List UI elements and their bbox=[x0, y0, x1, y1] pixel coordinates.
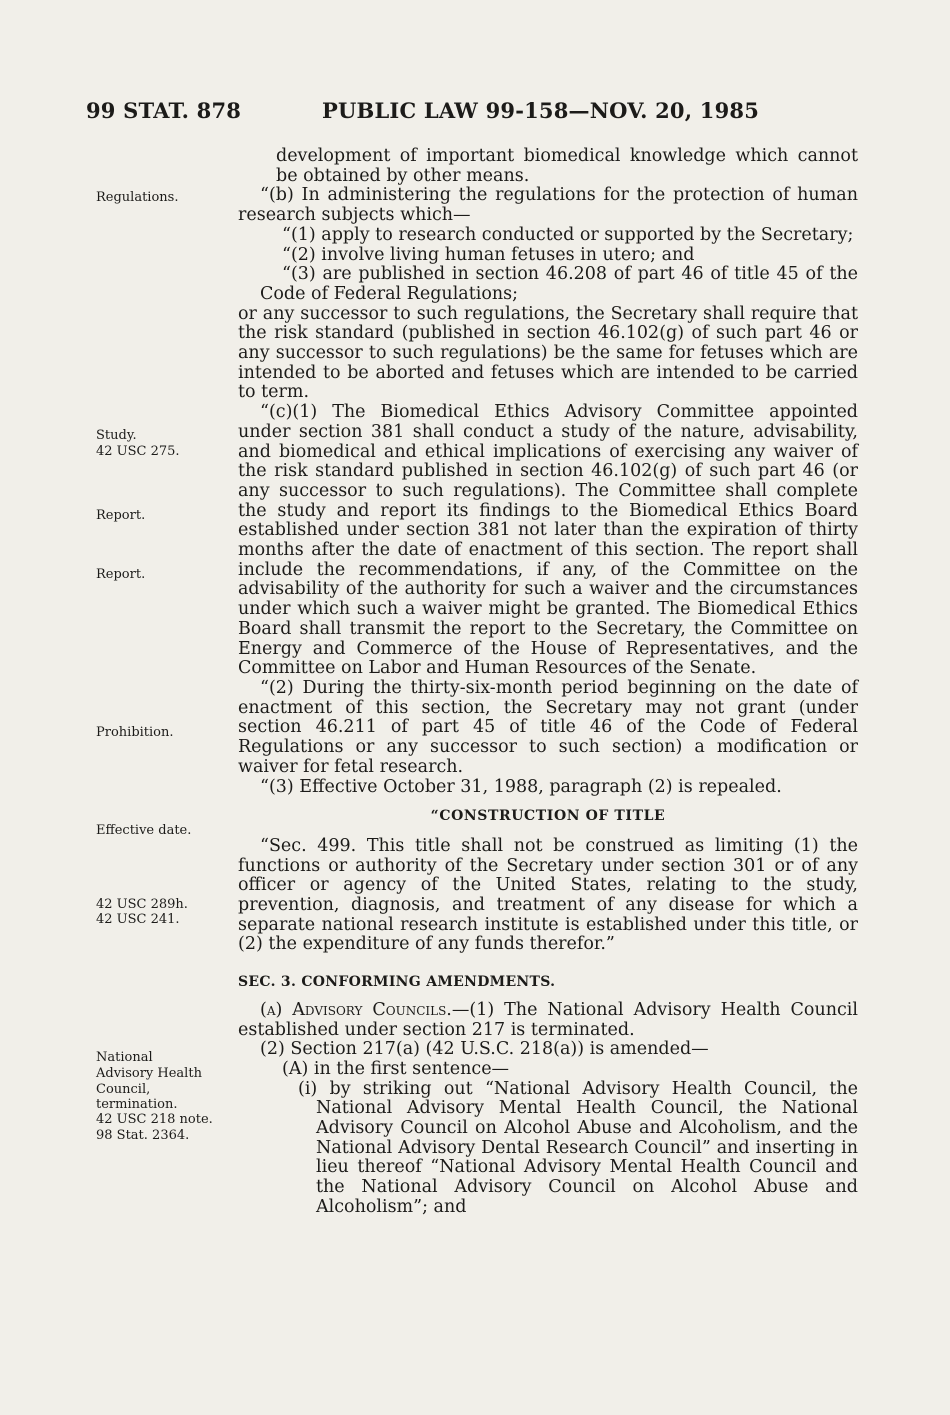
margin-note-cite-218: 42 USC 218 note. bbox=[96, 1112, 213, 1127]
paragraph-c2: “(2) During the thirty-six-month period beginning on the date of enactment of this section, the Secretary may not grant (under section 46.211 of part 45 of title 46 of the Code of Federal Regulations or any successor to such section) a modification or waiver for fetal research. bbox=[238, 677, 858, 777]
margin-note-report: Report. bbox=[96, 567, 146, 582]
paragraph-b-continuation: or any successor to such regulations, the Secretary shall require that the risk standard (published in section 46.102(g) of such part 46 or any successor to such regulations) be the same for fetuses which are intended to be aborted and fetuses which are intended to be carried to term. bbox=[238, 303, 858, 403]
margin-note-study-cite: 42 USC 275. bbox=[96, 444, 180, 459]
statute-body bbox=[238, 147, 858, 1218]
clause-b1: “(1) apply to research conducted or supported by the Secretary; bbox=[282, 224, 854, 245]
margin-note-study: Study. bbox=[96, 428, 137, 443]
section-heading: “CONSTRUCTION OF TITLE bbox=[430, 808, 666, 825]
subparagraph-A: (A) in the first sentence— bbox=[282, 1058, 510, 1079]
margin-note-cite-241: 42 USC 241. bbox=[96, 912, 180, 927]
page-header bbox=[0, 98, 950, 128]
margin-note-council: termination. bbox=[96, 1097, 178, 1112]
section-3-heading: SEC. 3. CONFORMING AMENDMENTS. bbox=[238, 974, 556, 991]
margin-note-regulations: Regulations. bbox=[96, 190, 179, 205]
clause-i: (i) by striking out “National Advisory Health Council, the National Advisory Mental Health Council, the National Advisory Council on Alcohol Abuse and Alcoholism, and the National Advisory Dental Research Council” and inserting in lieu thereof “National Advisory Mental Health Council and the National Advisory Council on Alcohol Abuse and Alcoholism”; and bbox=[298, 1078, 858, 1217]
margin-note-prohibition: Prohibition. bbox=[96, 725, 174, 740]
section-499: “Sec. 499. This title shall not be construed as limiting (1) the functions or authority of the Secretary under section 301 or of any officer or agency of the United States, relating to the study, prevention, diagnosis, and treatment of any disease for which a separate national research institute is established under this title, or (2) the expenditure of any funds therefor.” bbox=[238, 835, 858, 955]
margin-note-council: Advisory Health bbox=[96, 1066, 202, 1081]
paragraph-c3: “(3) Effective October 31, 1988, paragraph (2) is repealed. bbox=[260, 776, 782, 797]
paragraph-b: “(b) In administering the regulations for the protection of human research subjects which— bbox=[238, 185, 858, 226]
public-law-title: PUBLIC LAW 99-158—NOV. 20, 1985 bbox=[322, 98, 760, 123]
margin-note-effective-date: Effective date. bbox=[96, 823, 192, 838]
statute-page-number: 99 STAT. 878 bbox=[86, 98, 242, 123]
margin-note-report: Report. bbox=[96, 508, 146, 523]
paragraph-c1: “(c)(1) The Biomedical Ethics Advisory Committee appointed under section 381 shall conduct a study of the nature, advisability, and biomedical and ethical implications of exercising any waiver of the risk standard published in section 46.102(g) of such part 46 (or any successor to such regulations). The Committee shall complete the study and report its findings to the Biomedical Ethics Board established under section 381 not later than the expiration of thirty months after the date of enactment of this section. The report shall include the recommendations, if any, of the Committee on the advisability of the authority for such a waiver and the circumstances under which such a waiver might be granted. The Biomedical Ethics Board shall transmit the report to the Secretary, the Committee on Energy and Commerce of the House of Representatives, and the Committee on Labor and Human Resources of the Senate. bbox=[238, 402, 858, 679]
clause-b3: “(3) are published in section 46.208 of part 46 of title 45 of the Code of Federal Regulations; bbox=[260, 264, 858, 304]
subsection-a-text: —(1) The National Advisory Health Council established under section 217 is terminated. bbox=[238, 999, 859, 1040]
paragraph: development of important biomedical knowledge which cannot be obtained by other means. bbox=[276, 146, 858, 186]
margin-note-stat-2364: 98 Stat. 2364. bbox=[96, 1128, 190, 1143]
margin-note-council: Council, bbox=[96, 1082, 151, 1097]
subsection-a bbox=[238, 1001, 858, 1040]
paragraph-a2: (2) Section 217(a) (42 U.S.C. 218(a)) is amended— bbox=[260, 1039, 709, 1060]
clause-b2: “(2) involve living human fetuses in utero; and bbox=[282, 244, 695, 265]
margin-note-cite-289h: 42 USC 289h. bbox=[96, 897, 188, 912]
margin-note-council: National bbox=[96, 1050, 153, 1065]
subsection-a-label: (a) Advisory Councils. bbox=[260, 999, 452, 1020]
